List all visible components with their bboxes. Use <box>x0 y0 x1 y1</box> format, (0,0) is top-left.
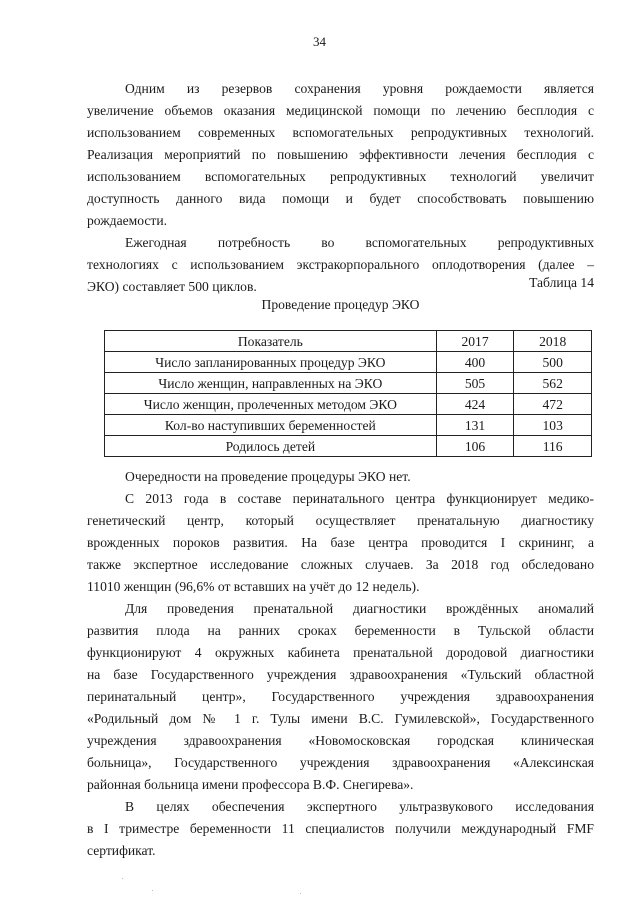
table-cell: Родилось детей <box>105 436 437 457</box>
paragraph-6 <box>87 796 594 862</box>
paragraph-3 <box>87 466 594 488</box>
text-line: Ежегодная потребность во вспомогательных репродуктивных <box>125 235 594 250</box>
table-cell: 424 <box>436 394 514 415</box>
table-cell: Число женщин, направленных на ЭКО <box>105 373 437 394</box>
text-line: в I триместре беременности 11 специалистов получили международный FMF <box>87 821 594 836</box>
table-row <box>105 436 592 457</box>
table-cell: 103 <box>514 415 592 436</box>
text-line: Для проведения пренатальной диагностики врождённых аномалий <box>125 601 594 616</box>
table-header-row <box>105 331 592 352</box>
table-cell: 500 <box>514 352 592 373</box>
text-line: больница», Государственного учреждения здравоохранения «Алексинская <box>87 755 594 770</box>
table-cell: Число женщин, пролеченных методом ЭКО <box>105 394 437 415</box>
column-header: 2018 <box>514 331 592 352</box>
table-cell: Кол-во наступивших беременностей <box>105 415 437 436</box>
paragraph-1 <box>87 78 594 232</box>
text-line: Одним из резервов сохранения уровня рождаемости является <box>125 81 594 96</box>
table-cell: 106 <box>436 436 514 457</box>
column-header: Показатель <box>105 331 437 352</box>
text-line: «Родильный дом № 1 г. Тулы имени В.С. Гумилевской», Государственного <box>87 711 594 726</box>
table-cell: 116 <box>514 436 592 457</box>
text-line: перинатальный центр», Государственного учреждения здравоохранения <box>87 689 594 704</box>
table-cell: 505 <box>436 373 514 394</box>
text-line: генетический центр, который осуществляет пренатальную диагностику <box>87 513 594 528</box>
table-row <box>105 394 592 415</box>
text-line: С 2013 года в составе перинатального центра функционирует медико- <box>125 491 594 506</box>
text-line: увеличение объемов оказания медицинской помощи по лечению бесплодия с <box>87 103 594 118</box>
text-line: на базе Государственного учреждения здравоохранения «Тульский областной <box>87 667 594 682</box>
paragraph-5 <box>87 598 594 796</box>
text-line: также экспертное исследование сложных случаев. За 2018 год обследовано <box>87 557 594 572</box>
scan-speck <box>152 890 153 891</box>
text-line: В целях обеспечения экспертного ультразвукового исследования <box>125 799 594 814</box>
table-cell: 131 <box>436 415 514 436</box>
text-line: Реализация мероприятий по повышению эффективности лечения бесплодия с <box>87 147 594 162</box>
text-line: рождаемости. <box>87 213 168 228</box>
eco-procedures-table <box>104 330 592 457</box>
text-line: технологиях с использованием экстракорпорального оплодотворения (далее – <box>87 257 594 272</box>
table-row <box>105 415 592 436</box>
table-cell: 400 <box>436 352 514 373</box>
text-line: учреждения здравоохранения «Новомосковская городская клиническая <box>87 733 594 748</box>
text-line: функционируют 4 окружных кабинета пренатальной дородовой диагностики <box>87 645 594 660</box>
table-cell: Число запланированных процедур ЭКО <box>105 352 437 373</box>
text-line: использованием современных вспомогательных репродуктивных технологий. <box>87 125 594 140</box>
table-label: Таблица 14 <box>529 275 594 290</box>
table-row <box>105 373 592 394</box>
table-cell: 472 <box>514 394 592 415</box>
text-line: врожденных пороков развития. На базе центра проводится I скрининг, а <box>87 535 594 550</box>
text-line: использованием вспомогательных репродуктивных технологий увеличит <box>87 169 594 184</box>
table-row <box>105 352 592 373</box>
text-line: Очередности на проведение процедуры ЭКО нет. <box>125 469 411 484</box>
scan-speck <box>122 878 123 879</box>
page-number: 34 <box>313 34 326 49</box>
text-line: 11010 женщин (96,6% от вставших на учёт до 12 недель). <box>87 579 420 594</box>
table-cell: 562 <box>514 373 592 394</box>
scan-speck <box>300 893 301 894</box>
text-line: доступность данного вида помощи и будет способствовать повышению <box>87 191 594 206</box>
text-line: районная больница имени профессора В.Ф. Снегирева». <box>87 777 414 792</box>
paragraph-4 <box>87 488 594 598</box>
table-title: Проведение процедур ЭКО <box>261 297 420 312</box>
text-line: ЭКО) составляет 500 циклов. <box>87 279 257 294</box>
column-header: 2017 <box>436 331 514 352</box>
text-line: развития плода на ранних сроках беременности в Тульской области <box>87 623 594 638</box>
text-line: сертификат. <box>87 843 156 858</box>
